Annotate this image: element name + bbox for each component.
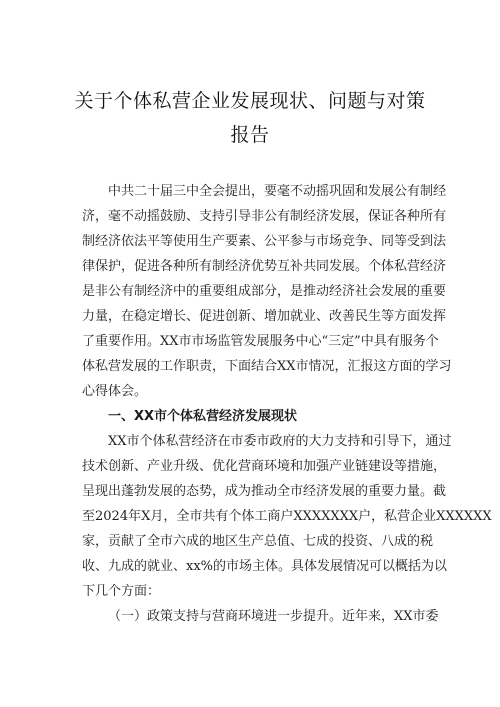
paragraph-2-line: 技术创新、产业升级、优化营商环境和加强产业链建设等措施， — [82, 459, 447, 474]
paragraph-3-line: （一）政策支持与营商环境进一步提升。近年来，XX市委 — [108, 609, 439, 624]
paragraph-2-line: 至2024年X月，全市共有个体工商户XXXXXXX户，私营企业XXXXXX — [82, 509, 492, 524]
paragraph-1-line: 体私营发展的工作职责，下面结合XX市情况，汇报这方面的学习 — [82, 359, 452, 374]
paragraph-2-line: 家，贡献了全市六成的地区生产总值、七成的投资、八成的税 — [82, 534, 434, 549]
paragraph-2-line: 下几个方面： — [82, 584, 161, 599]
paragraph-1-line: 制经济依法平等使用生产要素、公平参与市场竞争、同等受到法 — [82, 234, 447, 249]
paragraph-1-line: 力量，在稳定增长、促进创新、增加就业、改善民生等方面发挥 — [82, 309, 447, 324]
paragraph-2-line: 收、九成的就业、xx%的市场主体。具体发展情况可以概括为以 — [82, 559, 448, 574]
document-title-line-1: 关于个体私营企业发展现状、问题与对策 — [74, 90, 426, 112]
document-body — [82, 0, 492, 707]
document-title-line-2: 报告 — [230, 124, 270, 146]
paragraph-2-line: 呈现出蓬勃发展的态势，成为推动全市经济发展的重要力量。截 — [82, 484, 447, 499]
section-heading-1: 一、XX市个体私营经济发展现状 — [108, 409, 298, 424]
paragraph-1-line: 是非公有制经济中的重要组成部分，是推动经济社会发展的重要 — [82, 284, 447, 299]
paragraph-1-line: 心得体会。 — [82, 384, 148, 399]
paragraph-1-line: 中共二十届三中全会提出，要毫不动摇巩固和发展公有制经 — [108, 184, 447, 199]
paragraph-2-line: XX市个体私营经济在市委市政府的大力支持和引导下，通过 — [108, 434, 452, 449]
paragraph-1-line: 了重要作用。XX市市场监管发展服务中心“三定”中具有服务个 — [82, 334, 439, 349]
paragraph-1-line: 济，毫不动摇鼓励、支持引导非公有制经济发展，保证各种所有 — [82, 209, 447, 224]
paragraph-1-line: 律保护，促进各种所有制经济优势互补共同发展。个体私营经济 — [82, 259, 447, 274]
